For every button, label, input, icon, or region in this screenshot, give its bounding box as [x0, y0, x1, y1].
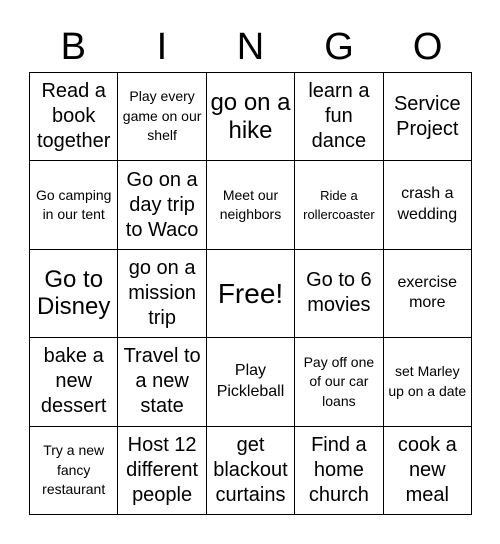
cell-text: Find a home church — [308, 433, 369, 506]
cell-text: Go camping in our tent — [35, 186, 112, 223]
header-letter-i: I — [156, 25, 168, 68]
cell-text: Ride a rollercoaster — [303, 187, 375, 223]
cell-text: cook a new meal — [397, 433, 457, 506]
cell-text: Go on a day trip to Waco — [125, 168, 199, 241]
bingo-cell[interactable] — [295, 427, 383, 515]
bingo-cell[interactable] — [118, 427, 206, 515]
bingo-cell[interactable] — [384, 161, 472, 249]
bingo-cell[interactable] — [118, 338, 206, 426]
cell-text: Pay off one of our car loans — [303, 353, 375, 409]
bingo-cell[interactable] — [30, 427, 118, 515]
cell-text: Play Pickleball — [216, 362, 285, 400]
bingo-cell[interactable] — [30, 338, 118, 426]
bingo-cell[interactable] — [384, 427, 472, 515]
bingo-cell[interactable] — [295, 73, 383, 161]
cell-text: go on a mission trip — [128, 256, 196, 329]
bingo-cell[interactable] — [295, 161, 383, 249]
cell-text: set Marley up on a date — [388, 363, 467, 399]
bingo-cell[interactable] — [207, 427, 295, 515]
cell-text: get blackout curtains — [213, 433, 288, 506]
cell-text: exercise more — [397, 273, 458, 312]
cell-text: Read a book together — [37, 80, 111, 153]
bingo-cell[interactable] — [207, 161, 295, 249]
bingo-header — [29, 22, 472, 72]
cell-text: bake a new dessert — [40, 345, 107, 418]
cell-text: learn a fun dance — [308, 80, 370, 153]
cell-text: Free! — [217, 277, 284, 309]
bingo-cell[interactable] — [30, 73, 118, 161]
bingo-cell[interactable] — [384, 73, 472, 161]
header-letter-n: N — [236, 25, 265, 68]
cell-text: crash a wedding — [397, 185, 458, 224]
cell-text: Play every game on our shelf — [122, 88, 202, 144]
bingo-cell[interactable] — [118, 73, 206, 161]
bingo-cell[interactable] — [118, 161, 206, 249]
cell-text: Go to 6 movies — [306, 269, 372, 317]
cell-text: Try a new fancy restaurant — [42, 441, 106, 498]
cell-text: go on a hike — [210, 89, 291, 144]
cell-text: Service Project — [393, 92, 461, 140]
free-space[interactable] — [207, 250, 295, 338]
header-letter-o: O — [412, 25, 443, 68]
bingo-cell[interactable] — [384, 338, 472, 426]
bingo-cell[interactable] — [30, 250, 118, 338]
bingo-grid — [29, 72, 472, 515]
cell-text: Meet our neighbors — [219, 186, 282, 223]
bingo-cell[interactable] — [30, 161, 118, 249]
bingo-cell[interactable] — [384, 250, 472, 338]
cell-text: Travel to a new state — [123, 345, 201, 418]
bingo-cell[interactable] — [207, 73, 295, 161]
header-letter-b: B — [60, 25, 86, 68]
bingo-cell[interactable] — [295, 250, 383, 338]
bingo-cell[interactable] — [295, 338, 383, 426]
bingo-cell[interactable] — [118, 250, 206, 338]
bingo-cell[interactable] — [207, 338, 295, 426]
cell-text: Go to Disney — [37, 265, 111, 321]
header-letter-g: G — [324, 25, 354, 68]
cell-text: Host 12 different people — [126, 433, 199, 506]
